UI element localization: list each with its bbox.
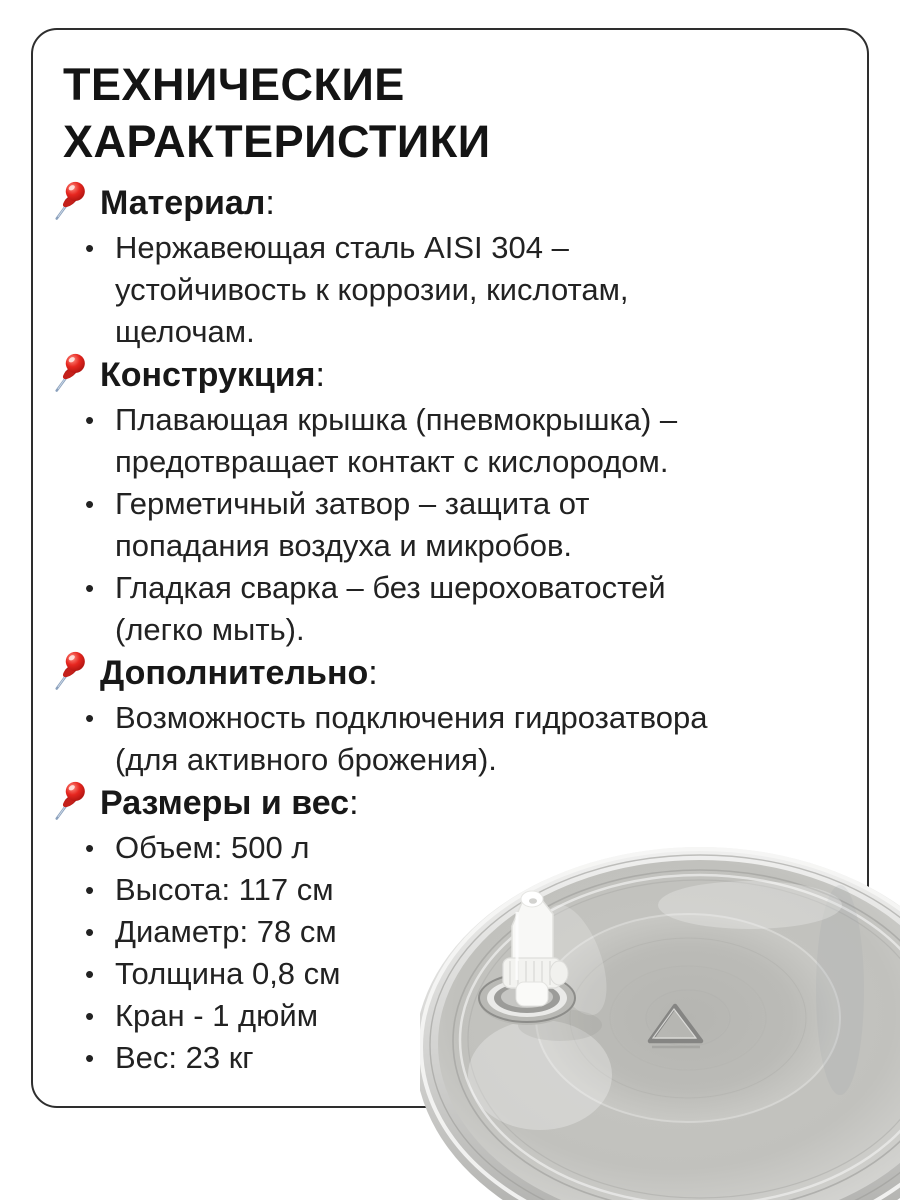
bullet-dot: • <box>85 917 95 947</box>
bullet-dot: • <box>85 233 95 263</box>
list-item: • Возможность подключения гидрозатвора (для активного брожения). <box>61 697 841 781</box>
bullet-dot: • <box>85 703 95 733</box>
list-item: • Кран - 1 дюйм <box>61 995 841 1037</box>
section-construction-list <box>61 399 841 651</box>
list-item: • Плавающая крышка (пневмокрышка) – предотвращает контакт с кислородом. <box>61 399 841 483</box>
section-construction <box>61 356 841 651</box>
list-item: • Вес: 23 кг <box>61 1037 841 1079</box>
page-title-line1: ТЕХНИЧЕСКИЕ <box>63 59 405 110</box>
pushpin-icon <box>51 351 91 393</box>
section-label: Дополнительно: <box>100 654 378 692</box>
page-title <box>63 56 841 170</box>
pushpin-icon <box>51 179 91 221</box>
section-additional-list <box>61 697 841 781</box>
list-item: • Толщина 0,8 см <box>61 953 841 995</box>
pushpin-icon <box>51 649 91 691</box>
section-label: Материал: <box>100 184 275 222</box>
bullet-dot: • <box>85 833 95 863</box>
list-item: • Диаметр: 78 см <box>61 911 841 953</box>
section-material-header <box>51 184 841 222</box>
bullet-dot: • <box>85 875 95 905</box>
section-additional-header <box>51 654 841 692</box>
list-item: • Высота: 117 см <box>61 869 841 911</box>
list-item: • Объем: 500 л <box>61 827 841 869</box>
list-item: • Герметичный затвор – защита от попадания воздуха и микробов. <box>61 483 841 567</box>
section-label: Конструкция: <box>100 356 325 394</box>
section-material-list <box>61 227 841 353</box>
section-construction-header <box>51 356 841 394</box>
section-label: Размеры и вес: <box>100 784 359 822</box>
section-additional <box>61 654 841 781</box>
list-item: • Гладкая сварка – без шероховатостей (легко мыть). <box>61 567 841 651</box>
section-dimensions-header <box>51 784 841 822</box>
bullet-dot: • <box>85 489 95 519</box>
bullet-dot: • <box>85 1043 95 1073</box>
bullet-dot: • <box>85 405 95 435</box>
pushpin-icon <box>51 779 91 821</box>
section-material <box>61 184 841 353</box>
list-item: • Нержавеющая сталь AISI 304 – устойчивость к коррозии, кислотам, щелочам. <box>61 227 841 353</box>
page-title-line2: ХАРАКТЕРИСТИКИ <box>63 116 491 167</box>
bullet-dot: • <box>85 573 95 603</box>
bullet-dot: • <box>85 959 95 989</box>
product-photo-steel-lid <box>420 820 900 1200</box>
bullet-dot: • <box>85 1001 95 1031</box>
